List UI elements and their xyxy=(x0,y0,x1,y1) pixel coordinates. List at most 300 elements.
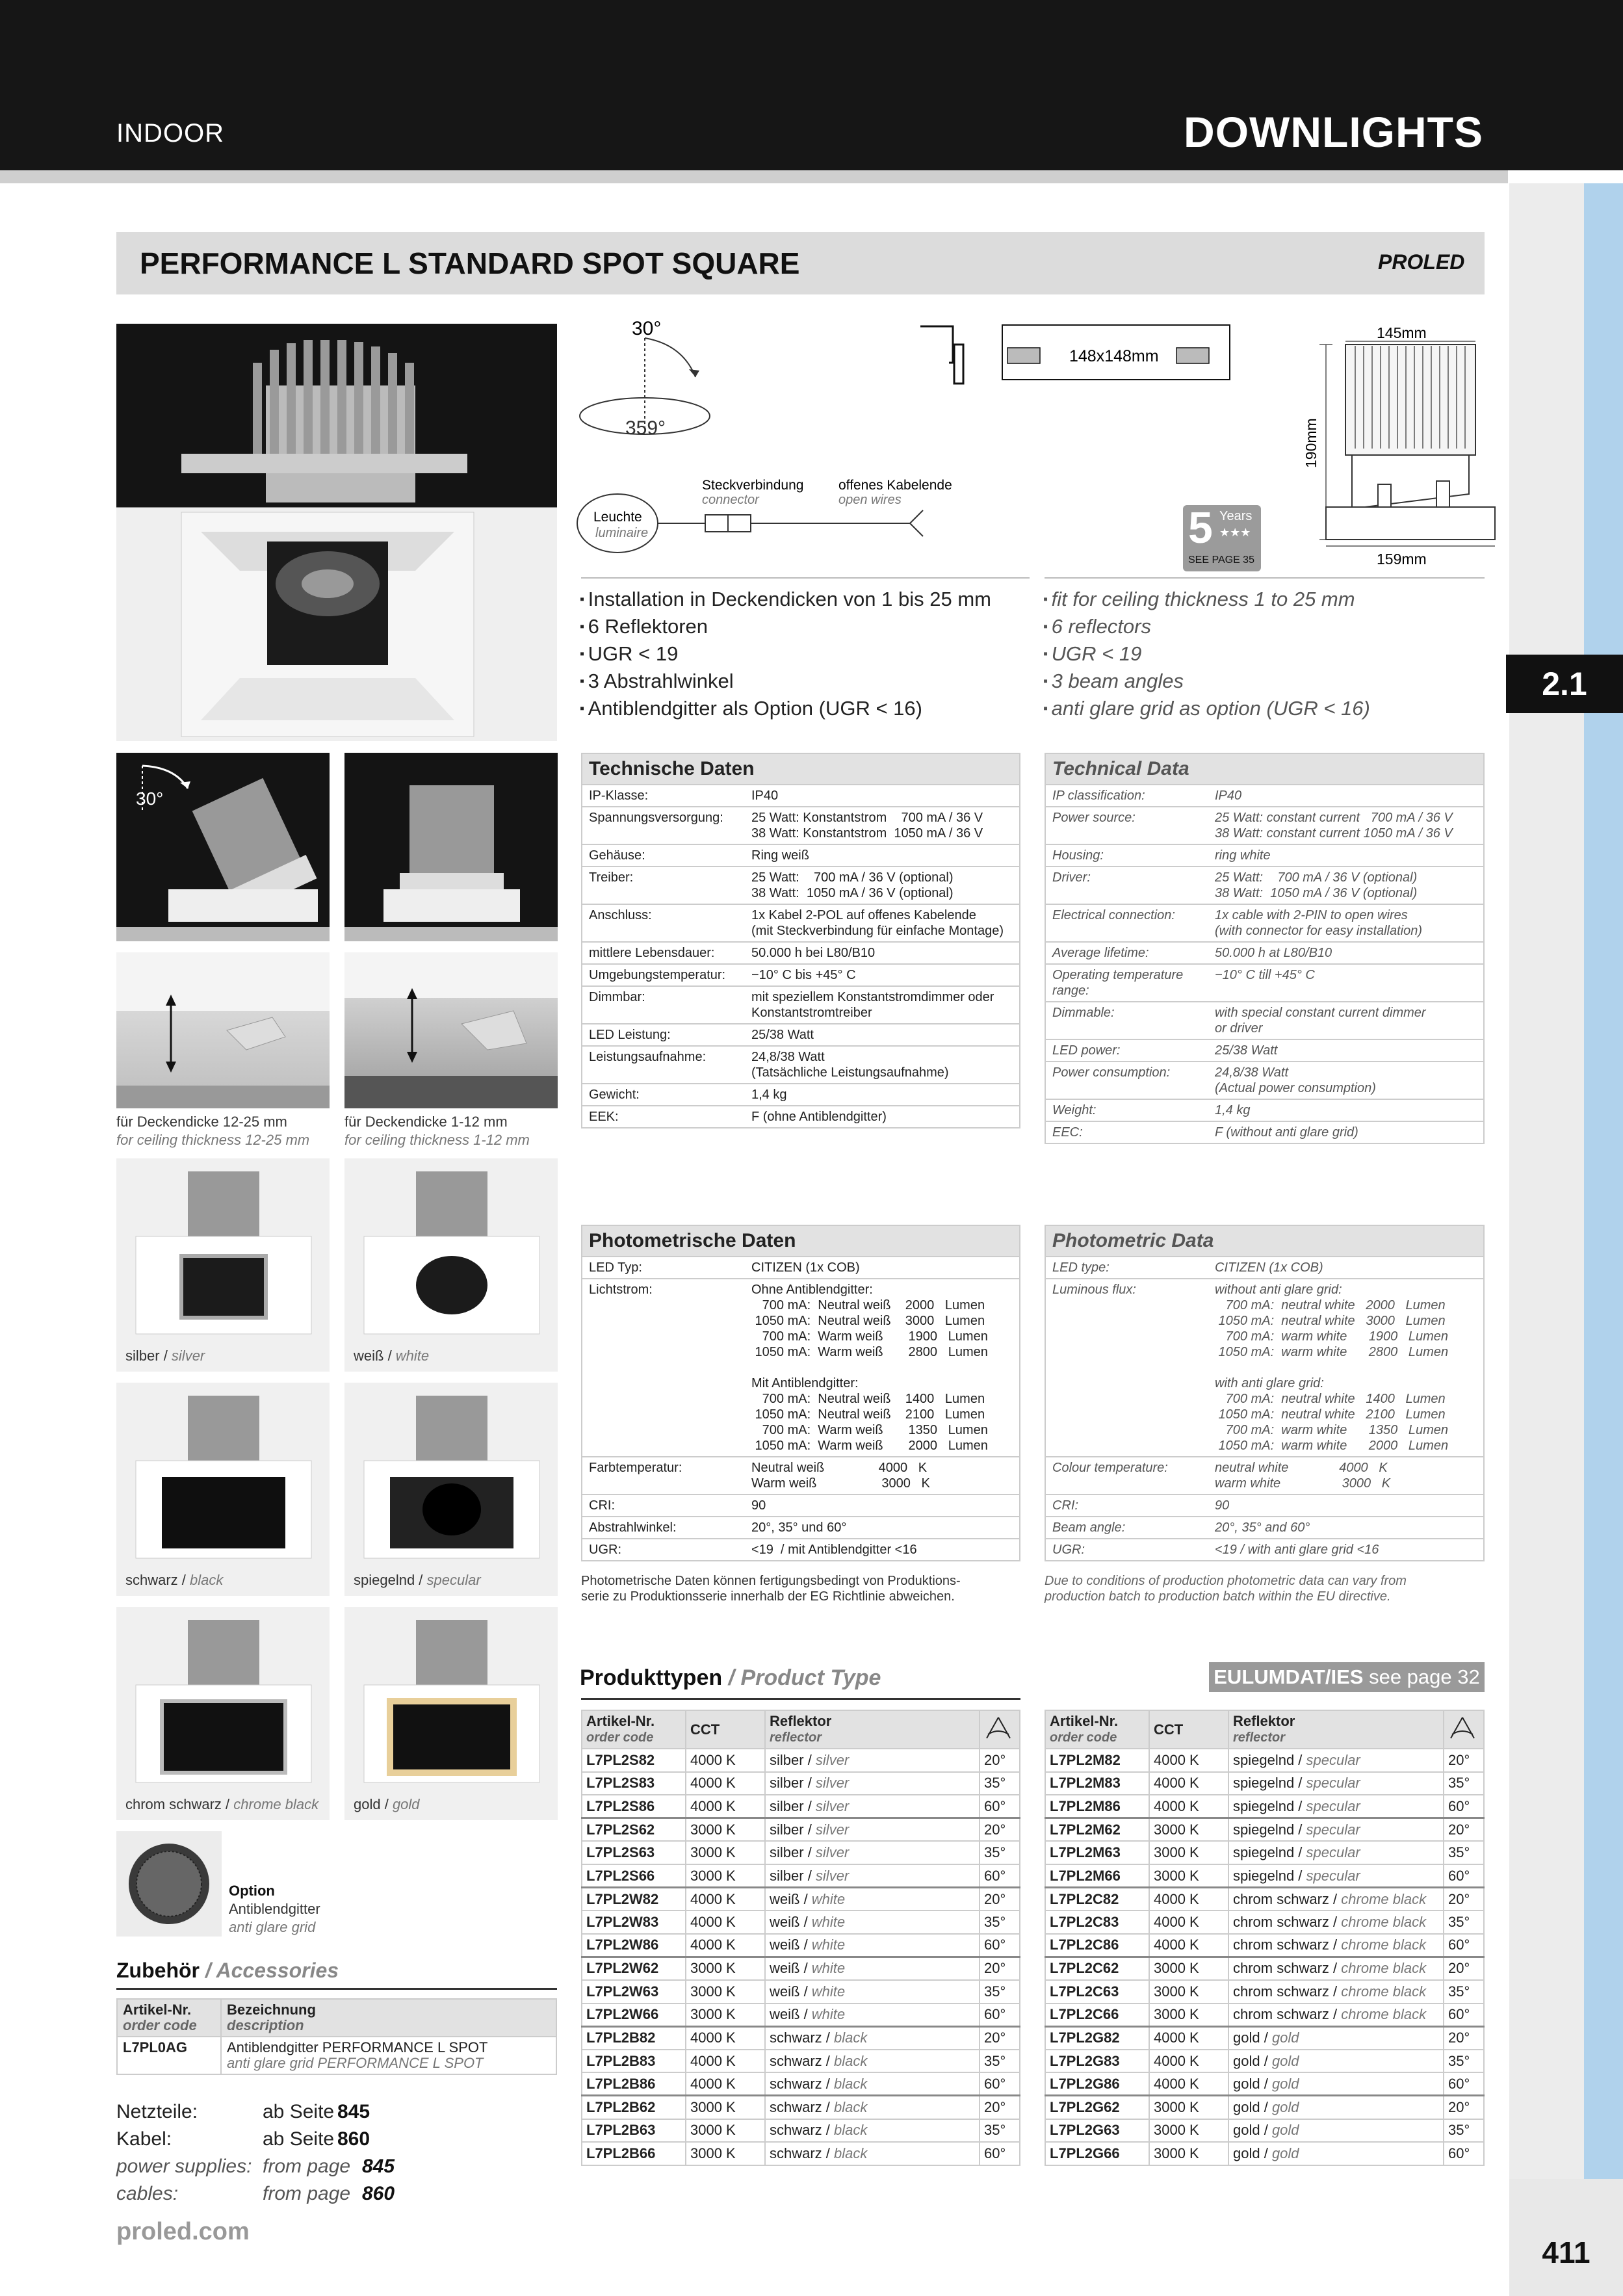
data-key: EEK: xyxy=(589,1110,619,1124)
variant-thumb-black[interactable] xyxy=(116,1383,330,1596)
ceiling-caption-b-de: für Deckendicke 1-12 mm xyxy=(344,1114,508,1130)
data-row xyxy=(582,1456,1019,1494)
table-row[interactable] xyxy=(1045,1841,1484,1864)
beam-angle: 60° xyxy=(1444,2072,1484,2096)
data-row xyxy=(582,1278,1019,1456)
order-code: L7PL2M63 xyxy=(1045,1841,1149,1864)
reflector-en: chrome black xyxy=(1341,2006,1427,2023)
data-key: Electrical connection: xyxy=(1052,908,1175,922)
product-types-title xyxy=(580,1665,881,1691)
data-row xyxy=(582,1538,1019,1560)
table-row[interactable] xyxy=(1045,1911,1484,1934)
reflector-en: chrome black xyxy=(1341,1983,1427,2000)
anti-glare-grid-photo xyxy=(116,1831,222,1937)
beam-angle: 20° xyxy=(1444,2096,1484,2119)
variant-thumb-specular[interactable] xyxy=(344,1383,558,1596)
table-row[interactable] xyxy=(582,2119,1020,2143)
ref-power-supplies-de[interactable]: Netzteile: ab Seite 845 xyxy=(116,2101,370,2122)
feature-item: ▪ 6 Reflektoren xyxy=(580,614,991,642)
beam-angle: 20° xyxy=(1444,1749,1484,1772)
stars-icon: ★★★ xyxy=(1219,526,1251,539)
reflector-en: black xyxy=(834,2052,868,2069)
data-key: Power consumption: xyxy=(1052,1065,1171,1080)
warranty-years-label: Years xyxy=(1219,509,1253,523)
data-key: IP-Klasse: xyxy=(589,789,649,803)
feature-item: ▪ UGR < 19 xyxy=(1043,642,1370,669)
eulumdat-see: see page 32 xyxy=(1369,1665,1480,1688)
variant-caption: gold / gold xyxy=(354,1796,420,1812)
reflector-en: white xyxy=(811,2006,846,2023)
beam-angle: 20° xyxy=(980,1818,1020,1842)
table-row[interactable] xyxy=(1045,2003,1484,2027)
connector-diagram xyxy=(572,475,952,559)
cct: 3000 K xyxy=(1149,1957,1228,1980)
data-value: 25/38 Watt xyxy=(751,1028,814,1042)
beam-angle: 60° xyxy=(980,1864,1020,1888)
option-title: Option xyxy=(229,1883,275,1899)
variant-caption: silber / silver xyxy=(125,1348,205,1364)
reflector: schwarz / black xyxy=(765,2096,980,2119)
cct: 4000 K xyxy=(686,1911,765,1934)
main-product-photo xyxy=(116,324,557,741)
reflector-en: white xyxy=(811,1960,846,1977)
data-value: with special constant current dimmer or driver xyxy=(1215,1006,1426,1036)
reflector-en: black xyxy=(834,2122,868,2139)
table-row[interactable] xyxy=(582,1957,1020,1980)
divider xyxy=(116,1988,557,1990)
reflector-de: silber xyxy=(770,1797,804,1814)
table-row[interactable] xyxy=(117,2037,556,2074)
beam-angle: 60° xyxy=(1444,1864,1484,1888)
data-key: Leistungsaufnahme: xyxy=(589,1050,707,1064)
data-key: Colour temperature: xyxy=(1052,1461,1168,1475)
feature-item: ▪ Antiblendgitter als Option (UGR < 16) xyxy=(580,696,991,724)
cct: 3000 K xyxy=(1149,1841,1228,1864)
cct: 3000 K xyxy=(1149,2142,1228,2165)
data-key: LED power: xyxy=(1052,1043,1121,1058)
order-code: L7PL2M66 xyxy=(1045,1864,1149,1888)
data-row xyxy=(1046,1456,1483,1494)
table-row[interactable] xyxy=(1045,1980,1484,2003)
reflector-en: chrome black xyxy=(1341,1913,1427,1930)
reflector: gold / gold xyxy=(1228,2050,1444,2073)
data-value: <19 / mit Antiblendgitter <16 xyxy=(751,1543,917,1557)
data-row xyxy=(582,1023,1019,1045)
reflector-en: black xyxy=(834,2098,868,2115)
data-row xyxy=(582,904,1019,941)
data-value: CITIZEN (1x COB) xyxy=(751,1260,860,1275)
beam-angle: 20° xyxy=(1444,1888,1484,1911)
reflector: chrom schwarz / chrome black xyxy=(1228,1934,1444,1957)
data-row xyxy=(582,1256,1019,1278)
cct: 4000 K xyxy=(1149,1911,1228,1934)
reflector-en: specular xyxy=(1306,1797,1360,1814)
table-row[interactable] xyxy=(582,1818,1020,1842)
data-key: mittlere Lebensdauer: xyxy=(589,946,715,960)
cct: 3000 K xyxy=(686,1818,765,1842)
table-row[interactable] xyxy=(582,1841,1020,1864)
table-row[interactable] xyxy=(1045,2119,1484,2143)
reflector-en: gold xyxy=(1271,2098,1299,2115)
cct: 4000 K xyxy=(1149,1749,1228,1772)
data-key: Operating temperature range: xyxy=(1052,968,1184,998)
data-value: 1x Kabel 2-POL auf offenes Kabelende (mit Steckverbindung für einfache Montage) xyxy=(751,908,1004,938)
variant-thumb-white[interactable] xyxy=(344,1158,558,1372)
data-value: F (without anti glare grid) xyxy=(1215,1125,1358,1140)
order-code: L7PL2B66 xyxy=(582,2142,686,2165)
reflector-en: specular xyxy=(1306,1751,1360,1768)
table-row[interactable] xyxy=(582,1980,1020,2003)
variant-name-de: spiegelnd xyxy=(354,1572,415,1588)
order-code: L7PL2W82 xyxy=(582,1888,686,1911)
chapter-tab[interactable]: 2.1 xyxy=(1506,655,1623,713)
reflector-en: specular xyxy=(1306,1821,1360,1838)
reflector-en: specular xyxy=(1306,1867,1360,1884)
data-value: 25 Watt: 700 mA / 36 V (optional) 38 Watt: 1050 mA / 36 V (optional) xyxy=(1215,870,1418,900)
option-name-de: Antiblendgitter xyxy=(229,1901,320,1917)
table-row[interactable] xyxy=(1045,1749,1484,1772)
reflector-de: gold xyxy=(1233,2029,1260,2046)
data-row xyxy=(1046,784,1483,806)
reflector-de: chrom schwarz xyxy=(1233,2006,1334,2023)
reflector-de: spiegelnd xyxy=(1233,1751,1295,1768)
order-code: L7PL2C62 xyxy=(1045,1957,1149,1980)
reflector-en: black xyxy=(834,2145,868,2161)
divider xyxy=(581,1698,1020,1700)
reflector: spiegelnd / specular xyxy=(1228,1795,1444,1818)
data-key: UGR: xyxy=(589,1543,621,1557)
beam-angle: 35° xyxy=(980,2050,1020,2073)
reflector-de: silber xyxy=(770,1821,804,1838)
table-row[interactable] xyxy=(582,1934,1020,1957)
accessories-title-en: / Accessories xyxy=(205,1959,339,1982)
variant-name-en: black xyxy=(190,1572,224,1588)
reflector: gold / gold xyxy=(1228,2072,1444,2096)
col-reflector: Reflektor reflector xyxy=(1228,1710,1444,1749)
order-code: L7PL2B86 xyxy=(582,2072,686,2096)
variant-thumb-silver[interactable] xyxy=(116,1158,330,1372)
reflector-de: weiß xyxy=(770,1913,800,1930)
order-code: L7PL2M83 xyxy=(1045,1772,1149,1795)
tech-data-en xyxy=(1045,753,1485,1144)
table-row[interactable] xyxy=(1045,2050,1484,2073)
warranty-badge[interactable] xyxy=(1183,505,1261,571)
data-row xyxy=(582,963,1019,985)
data-key: Farbtemperatur: xyxy=(589,1461,682,1475)
reflector: schwarz / black xyxy=(765,2119,980,2143)
data-value: Neutral weiß 4000 K Warm weiß 3000 K xyxy=(751,1461,930,1491)
reflector-en: gold xyxy=(1271,2122,1299,2139)
order-code: L7PL2W62 xyxy=(582,1957,686,1980)
reflector-de: weiß xyxy=(770,1983,800,2000)
ceiling-caption-b-en: for ceiling thickness 1-12 mm xyxy=(344,1132,530,1148)
data-key: EEC: xyxy=(1052,1125,1083,1140)
reflector-de: weiß xyxy=(770,1960,800,1977)
reflector-en: silver xyxy=(815,1867,850,1884)
ceiling-caption-a-en: for ceiling thickness 12-25 mm xyxy=(116,1132,310,1148)
data-key: Driver: xyxy=(1052,870,1091,885)
cct: 3000 K xyxy=(686,1841,765,1864)
data-value: 1,4 kg xyxy=(1215,1103,1251,1117)
variant-thumb-chrome-black[interactable] xyxy=(116,1607,330,1820)
variant-thumb-gold[interactable] xyxy=(344,1607,558,1820)
table-row[interactable] xyxy=(1045,1818,1484,1842)
reflector-de: silber xyxy=(770,1775,804,1792)
variant-name-en: chrome black xyxy=(233,1796,319,1812)
table-row[interactable] xyxy=(582,2142,1020,2165)
connector-label-de: Steckverbindung xyxy=(702,478,804,493)
beam-angle: 35° xyxy=(1444,1911,1484,1934)
feature-item: ▪ fit for ceiling thickness 1 to 25 mm xyxy=(1043,587,1370,614)
data-key: Power source: xyxy=(1052,811,1136,825)
option-caption xyxy=(229,1882,320,1937)
reflector-de: silber xyxy=(770,1751,804,1768)
cct: 3000 K xyxy=(1149,2003,1228,2027)
data-row xyxy=(582,985,1019,1023)
reflector: weiß / white xyxy=(765,1957,980,1980)
variant-name-en: silver xyxy=(171,1348,205,1364)
warranty-years: 5 xyxy=(1188,503,1213,553)
table-row[interactable] xyxy=(582,1795,1020,1818)
data-value: CITIZEN (1x COB) xyxy=(1215,1260,1323,1275)
beam-angle: 60° xyxy=(980,1934,1020,1957)
features-list-en xyxy=(1043,587,1370,724)
table-row[interactable] xyxy=(1045,1772,1484,1795)
col-reflector: Reflektor reflector xyxy=(765,1710,980,1749)
data-row xyxy=(1046,1121,1483,1143)
product-title: PERFORMANCE L STANDARD SPOT SQUARE xyxy=(116,232,1485,294)
reflector-de: chrom schwarz xyxy=(1233,1983,1334,2000)
cct: 4000 K xyxy=(1149,1934,1228,1957)
ref-cables-en[interactable]: cables: from page 860 xyxy=(116,2183,395,2204)
table-row[interactable] xyxy=(1045,2142,1484,2165)
order-code: L7PL2M86 xyxy=(1045,1795,1149,1818)
data-value: F (ohne Antiblendgitter) xyxy=(751,1110,887,1124)
beam-angle-icon xyxy=(980,1710,1020,1749)
table-row[interactable] xyxy=(1045,1795,1484,1818)
chapter-strip xyxy=(1584,183,1623,2179)
reflector-de: silber xyxy=(770,1844,804,1861)
data-row xyxy=(1046,1061,1483,1099)
table-row[interactable] xyxy=(582,2050,1020,2073)
order-code: L7PL2W63 xyxy=(582,1980,686,2003)
table-row[interactable] xyxy=(1045,1864,1484,1888)
reflector: silber / silver xyxy=(765,1749,980,1772)
accessories-title-de: Zubehör xyxy=(116,1959,200,1982)
order-code: L7PL2C83 xyxy=(1045,1911,1149,1934)
cct: 4000 K xyxy=(1149,1795,1228,1818)
reflector-en: white xyxy=(811,1937,846,1953)
beam-angle: 20° xyxy=(980,1888,1020,1911)
table-row[interactable] xyxy=(582,1864,1020,1888)
data-value: 25 Watt: constant current 700 mA / 36 V 38 Watt: constant current 1050 mA / 36 V xyxy=(1215,811,1453,841)
table-row[interactable] xyxy=(582,2026,1020,2050)
table-row[interactable] xyxy=(582,1911,1020,1934)
reflector: chrom schwarz / chrome black xyxy=(1228,1980,1444,2003)
order-code: L7PL2M62 xyxy=(1045,1818,1149,1842)
warranty-page-ref: SEE PAGE 35 xyxy=(1188,554,1254,566)
data-value: 50.000 h at L80/B10 xyxy=(1215,946,1332,960)
tilt-angle-label: 30° xyxy=(632,318,662,339)
ceiling-photo-a xyxy=(116,952,330,1108)
reflector-de: spiegelnd xyxy=(1233,1797,1295,1814)
order-code: L7PL2C63 xyxy=(1045,1980,1149,2003)
ceiling-caption-a-de: für Deckendicke 12-25 mm xyxy=(116,1114,287,1130)
brand-logo: PROLED xyxy=(1378,250,1465,274)
reflector: silber / silver xyxy=(765,1772,980,1795)
order-code: L7PL2G66 xyxy=(1045,2142,1149,2165)
reflector-de: weiß xyxy=(770,1937,800,1953)
data-value: ring white xyxy=(1215,848,1271,863)
data-value: 25/38 Watt xyxy=(1215,1043,1278,1058)
reflector: weiß / white xyxy=(765,1888,980,1911)
beam-angle-icon xyxy=(1444,1710,1484,1749)
feature-item: ▪ Installation in Deckendicken von 1 bis 25 mm xyxy=(580,587,991,614)
data-key: IP classification: xyxy=(1052,789,1145,803)
divider xyxy=(1045,577,1485,579)
cct: 4000 K xyxy=(686,2050,765,2073)
front-photo xyxy=(344,753,558,941)
cct: 4000 K xyxy=(1149,1772,1228,1795)
data-row xyxy=(582,844,1019,866)
reflector-de: spiegelnd xyxy=(1233,1775,1295,1792)
data-row xyxy=(1046,806,1483,844)
table-row[interactable] xyxy=(582,2096,1020,2119)
photometric-note-en: Due to conditions of production photometric data can vary from production batch to production batch within the EU directive. xyxy=(1045,1574,1407,1604)
cct: 4000 K xyxy=(686,1795,765,1818)
data-value: 1,4 kg xyxy=(751,1088,787,1102)
reflector-de: gold xyxy=(1233,2098,1260,2115)
variant-name-de: silber xyxy=(125,1348,160,1364)
cct: 4000 K xyxy=(686,1934,765,1957)
beam-angle: 35° xyxy=(980,1841,1020,1864)
table-row[interactable] xyxy=(1045,1888,1484,1911)
tilt-photo xyxy=(116,753,330,941)
table-row[interactable] xyxy=(1045,1934,1484,1957)
reflector-de: weiß xyxy=(770,1890,800,1907)
reflector-de: schwarz xyxy=(770,2029,822,2046)
product-table-left xyxy=(581,1710,1020,2166)
reflector-de: chrom schwarz xyxy=(1233,1937,1334,1953)
cct: 4000 K xyxy=(686,1772,765,1795)
reflector: silber / silver xyxy=(765,1795,980,1818)
cct: 4000 K xyxy=(1149,2026,1228,2050)
data-row xyxy=(1046,963,1483,1001)
reflector: gold / gold xyxy=(1228,2096,1444,2119)
wires-label-en: open wires xyxy=(838,493,902,507)
table-row[interactable] xyxy=(1045,2072,1484,2096)
data-value: mit speziellem Konstantstromdimmer oder Konstantstromtreiber xyxy=(751,990,994,1020)
footer-url[interactable]: proled.com xyxy=(116,2218,250,2245)
variant-caption: spiegelnd / specular xyxy=(354,1572,481,1588)
reflector-en: white xyxy=(811,1913,846,1930)
table-row[interactable] xyxy=(1045,1957,1484,1980)
accessories-table xyxy=(116,1998,557,2075)
reflector-de: spiegelnd xyxy=(1233,1867,1295,1884)
reflector-de: gold xyxy=(1233,2122,1260,2139)
rotation-angle-label: 359° xyxy=(625,417,666,439)
table-row[interactable] xyxy=(582,2072,1020,2096)
reflector-en: gold xyxy=(1271,2052,1299,2069)
height-label: 190mm xyxy=(1303,418,1319,468)
reflector-en: chrome black xyxy=(1341,1960,1427,1977)
data-key: Weight: xyxy=(1052,1103,1097,1117)
variant-name-de: chrom schwarz xyxy=(125,1796,222,1812)
table-row[interactable] xyxy=(582,1749,1020,1772)
beam-angle: 60° xyxy=(1444,2003,1484,2027)
option-name-en: anti glare grid xyxy=(229,1919,316,1935)
order-code: L7PL2G83 xyxy=(1045,2050,1149,2073)
feature-item: ▪ UGR < 19 xyxy=(580,642,991,669)
data-value: 25 Watt: 700 mA / 36 V (optional) 38 Watt: 1050 mA / 36 V (optional) xyxy=(751,870,954,900)
variant-name-en: white xyxy=(395,1348,430,1364)
variant-name-en: gold xyxy=(392,1796,420,1812)
ref-cables-de[interactable]: Kabel: ab Seite 860 xyxy=(116,2128,370,2150)
reflector-en: white xyxy=(811,1983,846,2000)
order-code: L7PL2C82 xyxy=(1045,1888,1149,1911)
category-label: INDOOR xyxy=(116,119,224,148)
ref-power-supplies-en[interactable]: power supplies: from page 845 xyxy=(116,2156,395,2177)
reflector: spiegelnd / specular xyxy=(1228,1841,1444,1864)
order-code: L7PL2S62 xyxy=(582,1818,686,1842)
cutout-diagram xyxy=(916,319,1235,390)
beam-angle: 60° xyxy=(1444,1795,1484,1818)
beam-angle: 35° xyxy=(1444,2119,1484,2143)
feature-item: ▪ 3 Abstrahlwinkel xyxy=(580,669,991,696)
reflector: schwarz / black xyxy=(765,2072,980,2096)
data-key: Housing: xyxy=(1052,848,1104,863)
reflector-en: silver xyxy=(815,1844,850,1861)
data-row xyxy=(1046,1516,1483,1538)
dimension-diagram xyxy=(1280,319,1514,579)
order-code: L7PL2S83 xyxy=(582,1772,686,1795)
table-row[interactable] xyxy=(582,2003,1020,2027)
table-row[interactable] xyxy=(582,1772,1020,1795)
beam-angle: 35° xyxy=(980,2119,1020,2143)
table-row[interactable] xyxy=(1045,2096,1484,2119)
order-code: L7PL2G82 xyxy=(1045,2026,1149,2050)
cct: 3000 K xyxy=(686,2096,765,2119)
data-value: 24,8/38 Watt (Actual power consumption) xyxy=(1215,1065,1376,1095)
reflector: spiegelnd / specular xyxy=(1228,1864,1444,1888)
depth-label: 159mm xyxy=(1377,551,1427,567)
eulumdat-link[interactable] xyxy=(1209,1662,1485,1692)
ceiling-caption-a xyxy=(116,1113,309,1149)
order-code: L7PL2B63 xyxy=(582,2119,686,2143)
reflector-de: schwarz xyxy=(770,2075,822,2092)
reflector: weiß / white xyxy=(765,1911,980,1934)
cct: 3000 K xyxy=(1149,1980,1228,2003)
data-value: −10° C till +45° C xyxy=(1215,968,1315,982)
data-row xyxy=(582,1105,1019,1127)
cct: 3000 K xyxy=(686,2003,765,2027)
order-code: L7PL2W83 xyxy=(582,1911,686,1934)
data-key: Gehäuse: xyxy=(589,848,645,863)
data-key: Treiber: xyxy=(589,870,634,885)
data-key: Abstrahlwinkel: xyxy=(589,1520,677,1535)
cct: 3000 K xyxy=(686,1864,765,1888)
table-row[interactable] xyxy=(1045,2026,1484,2050)
data-row xyxy=(1046,1099,1483,1121)
data-value: 90 xyxy=(1215,1498,1230,1513)
data-row xyxy=(582,1516,1019,1538)
header-divider xyxy=(0,170,1508,183)
product-types-title-de: Produkttypen xyxy=(580,1665,723,1690)
table-row[interactable] xyxy=(582,1888,1020,1911)
beam-angle: 60° xyxy=(1444,2142,1484,2165)
order-code: L7PL2G62 xyxy=(1045,2096,1149,2119)
data-row xyxy=(1046,904,1483,941)
